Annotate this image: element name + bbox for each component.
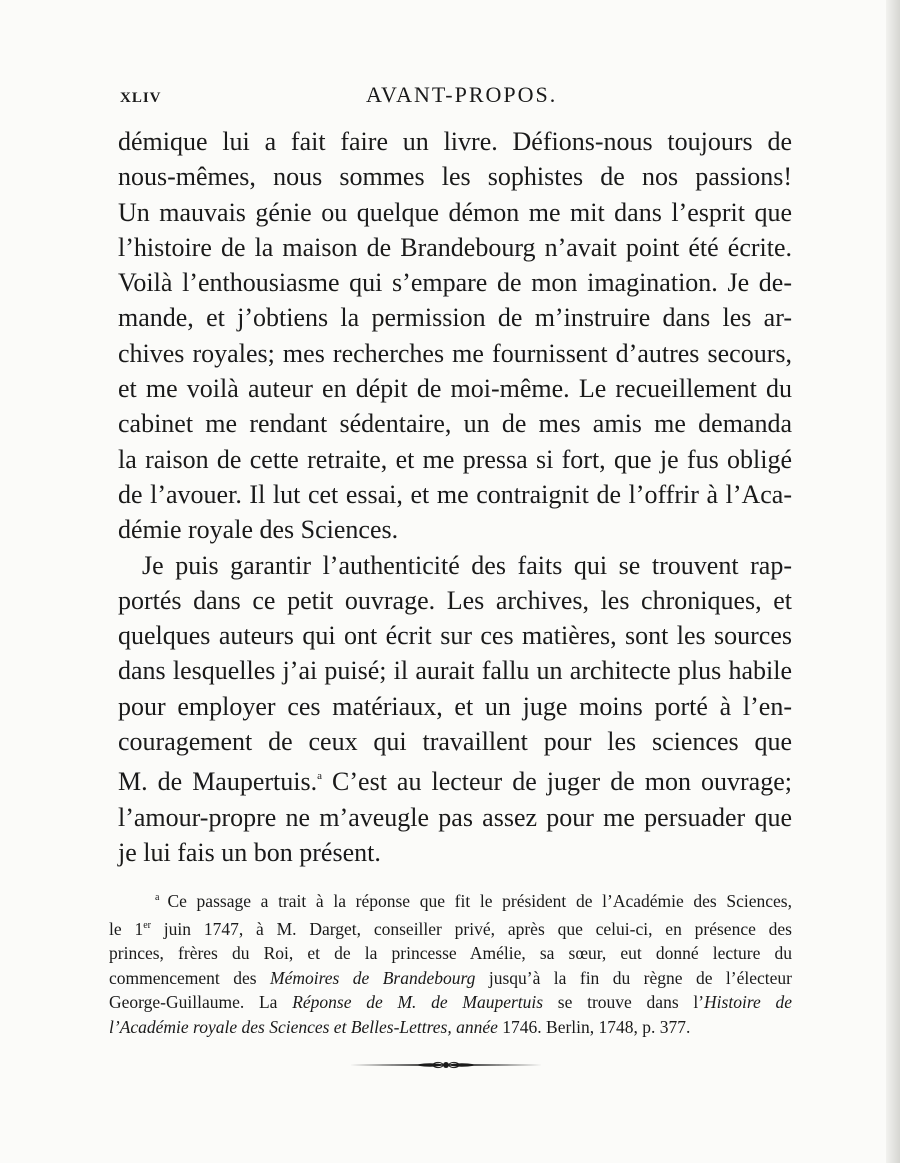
text-line: dans lesquelles j’ai puisé; il aurait fallu un architecte plus habile [118,656,792,686]
italic-title: Mémoires de Brandebourg [270,967,476,988]
running-title: AVANT-PROPOS. [366,82,558,107]
text-fragment: George-Guillaume. La [109,992,293,1013]
text-fragment: Ce passage a trait à la réponse que fit le président de l’Académie des Sciences, [167,891,792,911]
text-fragment: commencement des [109,967,270,988]
footnote-mark: a [155,892,160,903]
paragraph-2 [118,548,792,871]
text-fragment: 1746. Berlin, 1748, p. 377. [497,1016,691,1037]
text-line: pour employer ces matériaux, et un juge moins porté à l’en- [118,691,792,721]
ornament-divider [348,1058,544,1072]
text-line: portés dans ce petit ouvrage. Les archives, les chroniques, et [118,585,792,615]
page-edge-shadow [886,0,900,1163]
text-line: la raison de cette retraite, et me pressa si fort, que je fus obligé [118,444,792,474]
italic-title: Histoire de [704,992,793,1013]
footnote-line: princes, frères du Roi, et de la princesse Amélie, sa sœur, eut donné lecture du [109,943,792,964]
footnote-line [109,966,792,991]
text-line: Voilà l’enthousiasme qui s’empare de mon imagination. Je de- [118,268,792,298]
footnote-reference[interactable]: a [317,770,323,783]
text-line: je lui fais un bon présent. [118,837,381,867]
text-fragment: se trouve dans l’ [543,992,705,1013]
text-line: démique lui a fait faire un livre. Défions-nous toujours de [118,127,792,156]
text-line: quelques auteurs qui ont écrit sur ces matières, sont les sources [118,621,792,651]
footnote-line [109,914,792,942]
text-line: mande, et j’obtiens la permission de m’instruire dans les ar- [118,303,792,333]
footnote-line [109,1015,792,1040]
page-header [118,82,792,112]
text-fragment: M. de Maupertuis. [118,767,318,797]
footnote [109,886,792,1040]
italic-title: l’Académie royale des Sciences et Belles-Lettres, année [109,1016,498,1037]
paragraph-1 [118,124,792,548]
superscript: er [143,919,151,931]
text-line-with-note [118,759,792,799]
text-line: Un mauvais génie ou quelque démon me mit dans l’esprit que [118,197,792,227]
italic-title: Réponse de M. de Maupertuis [292,992,544,1013]
text-line: l’amour-propre ne m’aveugle pas assez pour me persuader que [118,802,792,832]
text-line: démie royale des Sciences. [118,515,399,545]
main-text [118,124,792,870]
text-line: de l’avouer. Il lut cet essai, et me contraignit de l’offrir à l’Aca- [118,479,792,509]
text-fragment: C’est au lecteur de juger de mon ouvrage; [322,767,792,797]
text-fragment: juin 1747, à M. Darget, conseiller privé, après que celui-ci, en présence des [150,918,792,939]
page-number: XLIV [120,90,162,106]
text-line: l’histoire de la maison de Brandebourg n’avait point été écrite. [118,232,792,262]
text-line: Je puis garantir l’authenticité des faits qui se trouvent rap- [142,550,792,580]
text-fragment: le 1 [109,918,144,939]
text-line: et me voilà auteur en dépit de moi-même. Le recueillement du [118,374,792,404]
text-fragment: jusqu’à la fin du règne de l’électeur [475,967,792,988]
text-line: nous-mêmes, nous sommes les sophistes de nos passions! [118,162,792,192]
text-line: cabinet me rendant sédentaire, un de mes amis me demanda [118,409,792,439]
footnote-line [109,990,792,1015]
footnote-line [109,886,792,914]
text-line: chives royales; mes recherches me fournissent d’autres secours, [118,338,792,368]
text-line: couragement de ceux qui travaillent pour les sciences que [118,727,792,757]
